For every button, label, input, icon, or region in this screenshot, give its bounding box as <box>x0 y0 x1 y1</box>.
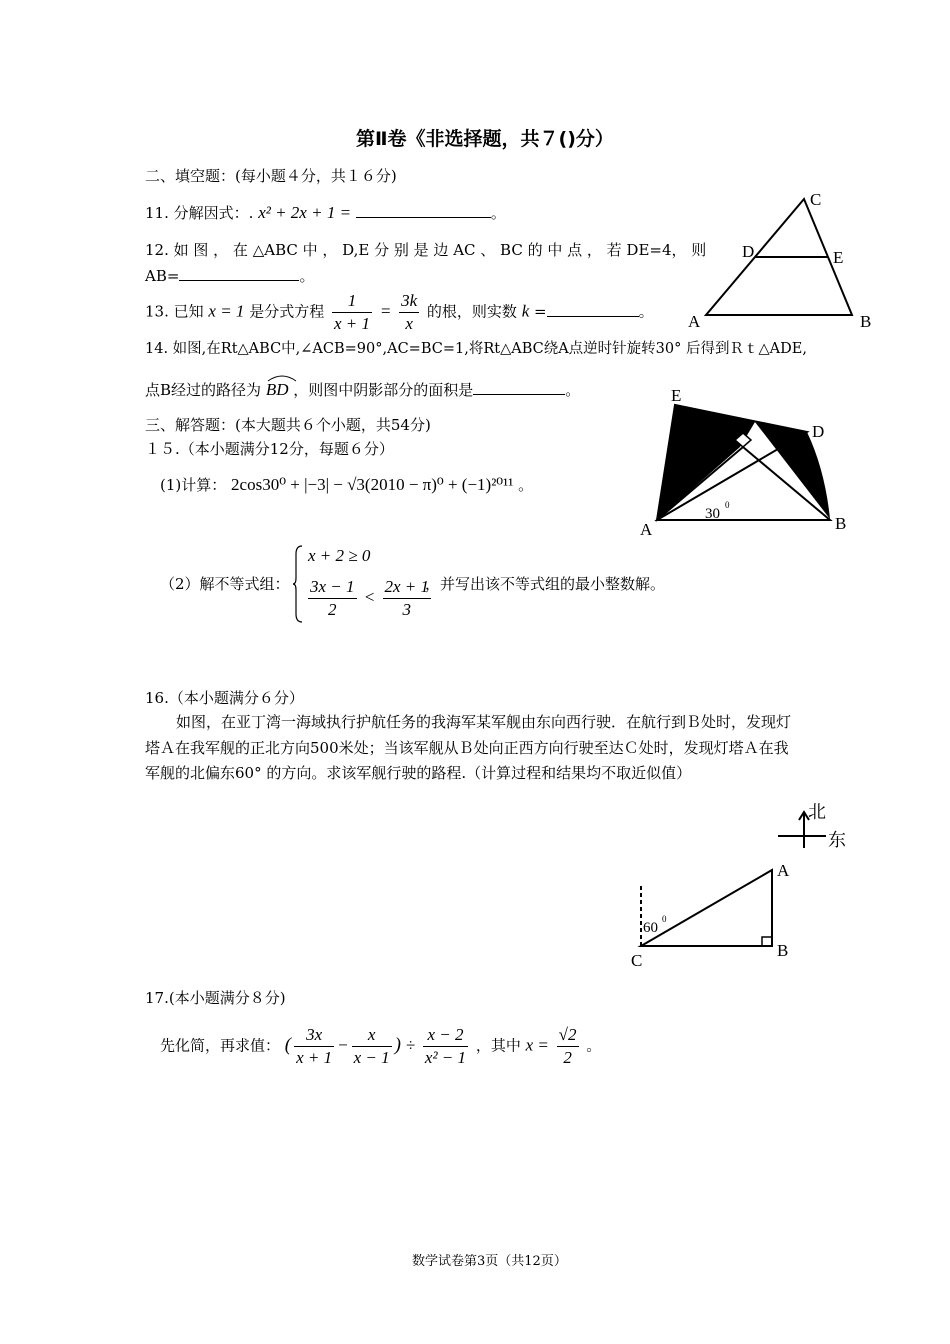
q13-answer-blank[interactable] <box>547 302 639 317</box>
question-17-heading: 17.(本小题满分８分) <box>145 989 286 1007</box>
label-b: B <box>835 514 847 533</box>
q17-paren-close: ) <box>394 1034 401 1056</box>
q13-equals: = <box>379 301 392 321</box>
q14-arc-bd: BD <box>266 380 289 400</box>
q13-mid: 是分式方程 <box>249 302 325 321</box>
label-a: A <box>640 520 653 539</box>
compass-icon <box>772 798 852 858</box>
page-footer: 数学试卷第3页（共12页） <box>412 1254 567 1269</box>
angle-label: 30 <box>705 506 720 522</box>
arc-symbol-icon <box>267 374 297 382</box>
q13-eqsign: = <box>534 302 547 321</box>
question-17-body <box>160 1024 601 1069</box>
question-16-heading: 16.（本小题满分６分） <box>145 689 304 707</box>
question-16-line2: 塔Ａ在我军舰的正北方向500米处；当该军舰从Ｂ处向正西方向行驶至达Ｃ处时，发现灯塔Ａ在我 <box>145 739 789 757</box>
q17-fraction-a: $\frac{3x}{x + 1}$ <box>296 1025 333 1067</box>
angle-degree: 0 <box>662 914 667 924</box>
label-c: C <box>631 951 643 970</box>
q11-answer-blank[interactable] <box>356 203 491 218</box>
q17-fraction-b: $\frac{x}{x - 1}$ <box>353 1025 390 1067</box>
question-12-line1: 12. 如 图 ， 在 △ABC 中 ， D,E 分 别 是 边 AC 、 BC 的 中 点 ， 若 DE=4， 则 <box>145 241 707 259</box>
q17-fraction-d: $\frac{√2}{2}$ <box>558 1025 577 1067</box>
q13-prefix: 13. 已知 <box>145 302 204 321</box>
north-label: 北 <box>808 802 826 822</box>
q13-after: 的根，则实数 <box>426 302 517 321</box>
q11-suffix: 。 <box>490 204 506 222</box>
triangle-abc <box>641 870 772 946</box>
angle-label: 60 <box>643 920 658 936</box>
figure-triangle-de <box>680 185 880 335</box>
q12-ab-label: AB= <box>145 267 180 285</box>
label-b: B <box>860 312 872 331</box>
q11-prefix: 11. 分解因式：. <box>145 204 254 222</box>
q17-minus: − <box>337 1035 349 1055</box>
q12-suffix: 。 <box>299 267 315 285</box>
label-b: B <box>777 941 789 960</box>
q13-suffix: 。 <box>638 302 654 321</box>
label-d: D <box>742 242 755 261</box>
brace-icon <box>292 544 304 624</box>
q17-where: ，其中 <box>475 1036 521 1055</box>
q15-p2-label: （2）解不等式组： <box>160 575 290 593</box>
label-e: E <box>671 386 682 405</box>
q12-answer-blank[interactable] <box>179 266 299 281</box>
question-16-line3: 军舰的北偏东60° 的方向。求该军舰行驶的路程.（计算过程和结果均不取近似值） <box>145 764 692 782</box>
q11-expression: x² + 2x + 1 = <box>258 203 352 222</box>
q15-p1-suffix: 。 <box>518 476 534 494</box>
section-solve-heading: 三、解答题：(本大题共６个小题，共54分) <box>145 416 431 434</box>
q15-fraction-a: $\frac{3x - 1}{2}$ <box>310 577 355 619</box>
question-11 <box>145 203 506 223</box>
label-d: D <box>812 422 825 441</box>
q13-fraction-left: $\frac{1}{x + 1}$ <box>334 291 371 333</box>
q17-paren-open: ( <box>284 1034 292 1056</box>
q15-p1-expression: 2cos30⁰ + |−3| − √3(2010 − π)⁰ + (−1)²⁰¹¹ <box>231 475 514 494</box>
q13-condition: x = 1 <box>208 301 245 321</box>
q17-label: 先化简，再求值： <box>160 1036 281 1055</box>
q14-answer-blank[interactable] <box>473 380 565 395</box>
question-14-line1: 14. 如图,在Rt△ABC中,∠ACB=90°,AC=BC=1,将Rt△ABC绕A点逆时针旋转30° 后得到Ｒｔ△ADE, <box>145 341 807 357</box>
q17-fraction-c: $\frac{x - 2}{\text{x² − 1}}$ <box>424 1025 467 1067</box>
q15-system-line2 <box>305 576 434 621</box>
section-fill-blank-heading: 二、填空题：(每小题４分，共１６分) <box>145 167 397 185</box>
figure-rotation-shaded <box>635 385 860 540</box>
q15-p2-suffix: ，并写出该不等式组的最小整数解。 <box>425 575 666 593</box>
question-16-line1: 如图，在亚丁湾一海域执行护航任务的我海军某军舰由东向西行驶．在航行到Ｂ处时，发现灯 <box>176 713 792 731</box>
q17-suffix: 。 <box>586 1036 602 1055</box>
q13-k: k <box>521 301 530 321</box>
q14-suffix: 。 <box>565 381 581 399</box>
label-a: A <box>777 861 790 880</box>
east-label: 东 <box>828 830 846 850</box>
question-13 <box>145 290 654 335</box>
question-15-heading: １５.（本小题满分12分，每题６分） <box>145 440 394 458</box>
question-15-part1 <box>160 475 533 495</box>
angle-degree: 0 <box>725 500 730 510</box>
label-c: C <box>810 190 822 209</box>
question-12-line2 <box>145 266 314 286</box>
q13-fraction-right: $\frac{3k}{x}$ <box>401 291 418 333</box>
q15-lt: < <box>363 587 376 607</box>
q15-fraction-b: $\frac{2x + 1}{3}$ <box>384 577 430 619</box>
q17-divide: ÷ <box>405 1035 416 1055</box>
q15-system-line1: x + 2 ≥ 0 <box>308 546 371 565</box>
figure-navigation-triangle <box>625 860 800 975</box>
q14-text-a: 点B经过的路径为 <box>145 381 262 399</box>
page-title: 第Ⅱ卷《非选择题，共７()分） <box>356 128 614 150</box>
q15-p1-label: (1)计算： <box>160 476 227 494</box>
question-14-line2 <box>145 380 580 400</box>
label-a: A <box>688 312 701 331</box>
right-angle-marker <box>762 937 772 946</box>
q14-text-b: ，则图中阴影部分的面积是 <box>293 381 474 399</box>
label-e: E <box>833 248 844 267</box>
q17-x-equals: x = <box>525 1035 549 1055</box>
